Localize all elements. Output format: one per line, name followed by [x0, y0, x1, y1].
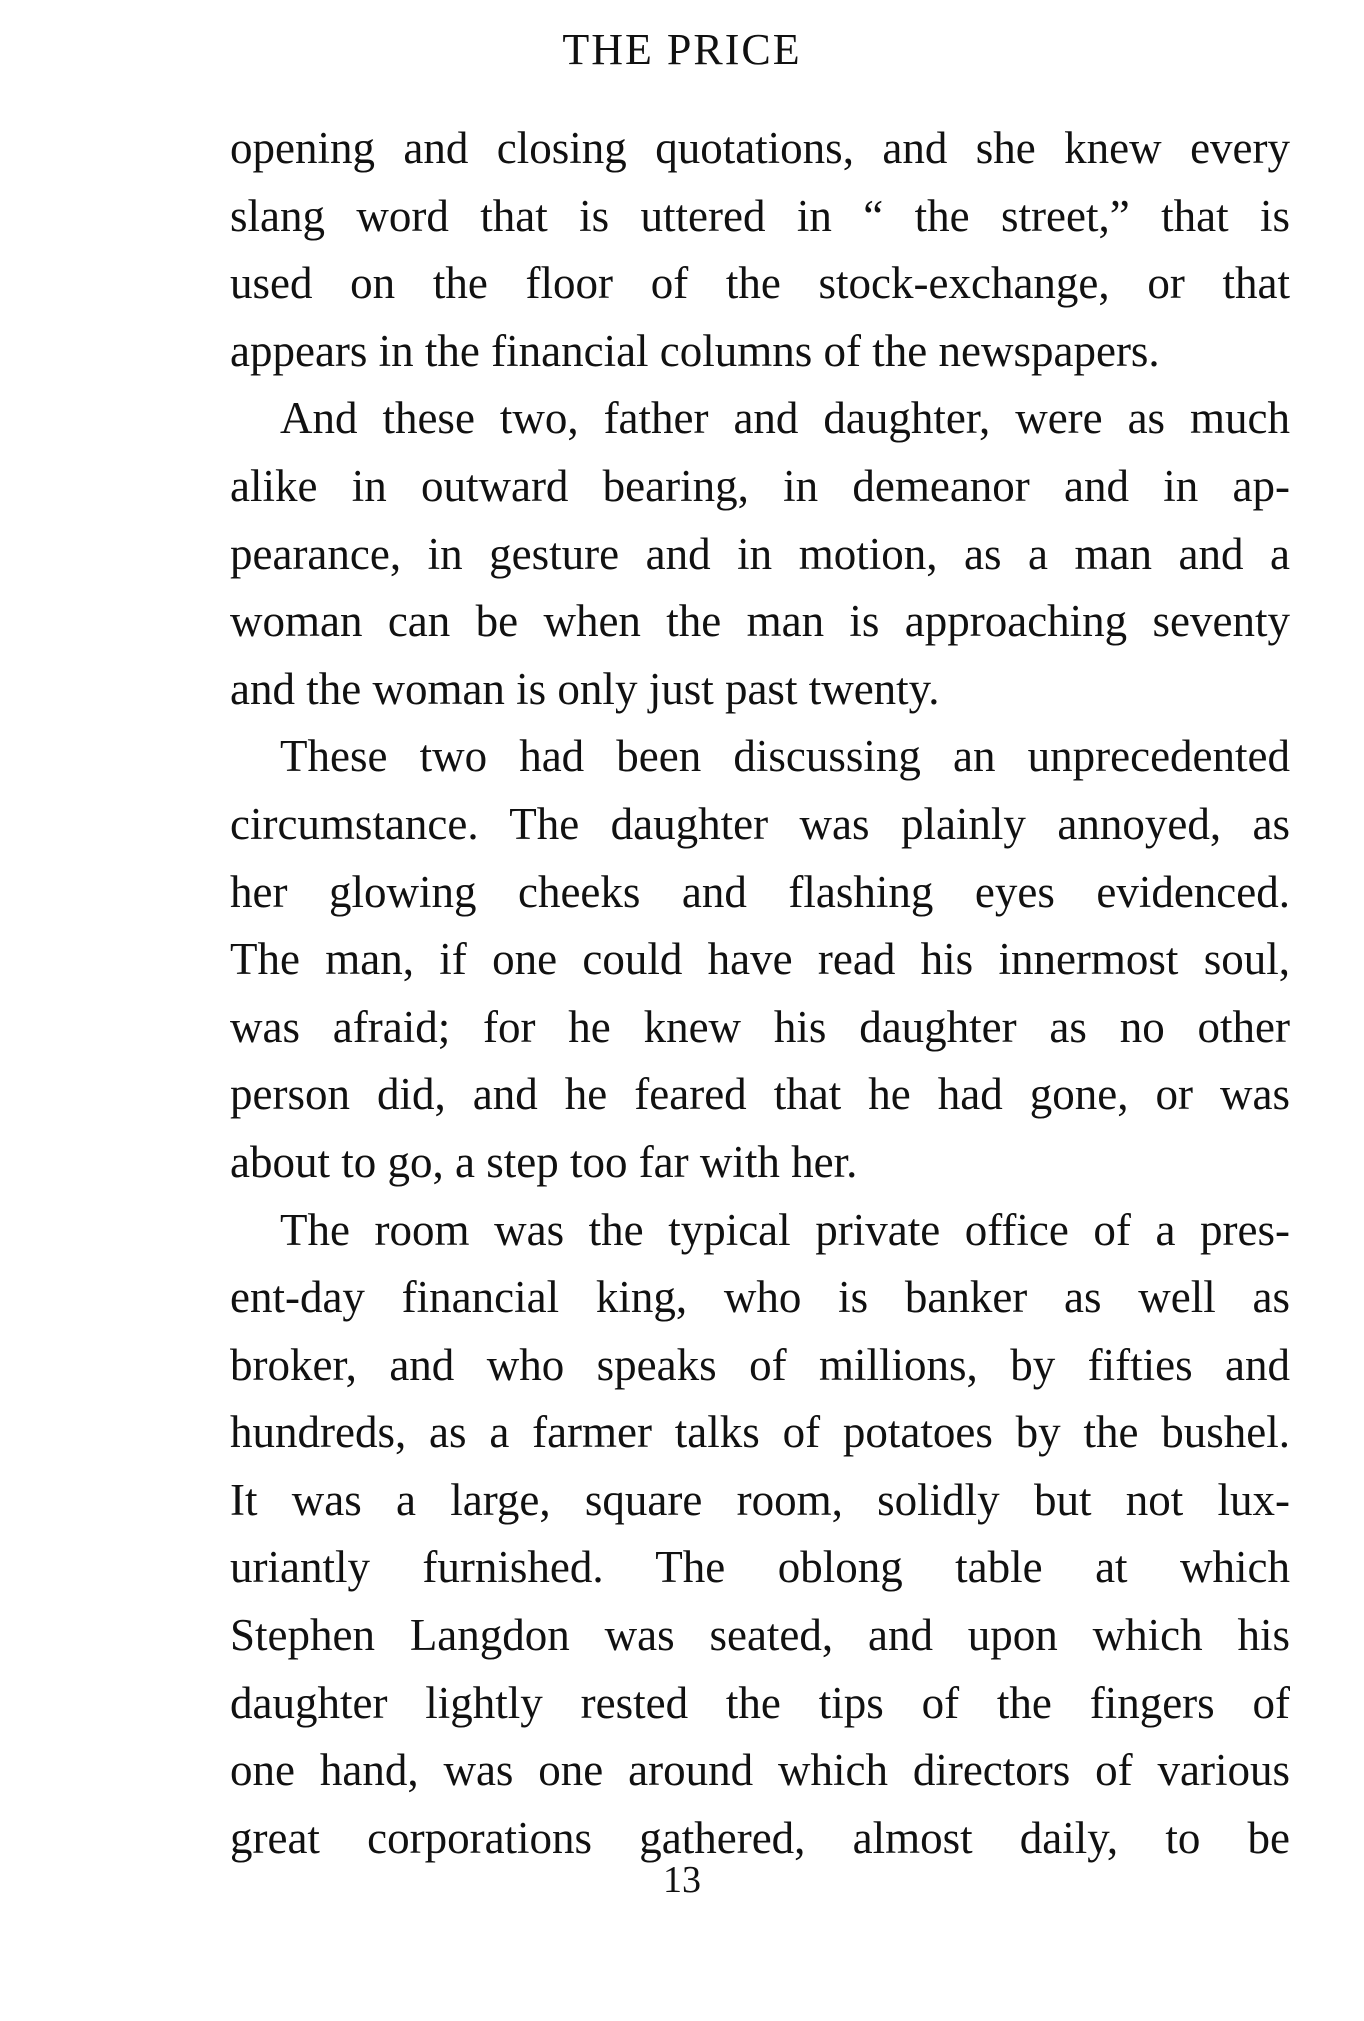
text-line: alike in outward bearing, in demeanor and in ap-	[230, 460, 1290, 511]
text-line: and the woman is only just past twenty.	[230, 663, 940, 714]
text-line: uriantly furnished. The oblong table at which	[230, 1542, 1290, 1593]
text-line: pearance, in gesture and in motion, as a man and a	[230, 528, 1290, 579]
text-line: slang word that is uttered in “ the street,” that is	[230, 190, 1290, 241]
text-line: opening and closing quotations, and she knew every	[230, 123, 1290, 173]
paragraph-first-line: And these two, father and daughter, were as much	[280, 393, 1290, 444]
text-line: about to go, a step too far with her.	[230, 1136, 858, 1187]
body-text	[230, 115, 1290, 1872]
text-line: Stephen Langdon was seated, and upon which his	[230, 1610, 1290, 1661]
text-line: woman can be when the man is approaching seventy	[230, 596, 1290, 647]
text-line: was afraid; for he knew his daughter as no other	[230, 1001, 1290, 1052]
running-head-title: THE PRICE	[562, 25, 802, 74]
text-line: It was a large, square room, solidly but not lux-	[230, 1474, 1290, 1525]
paragraph-first-line: These two had been discussing an unprecedented	[280, 731, 1290, 782]
text-line: used on the floor of the stock-exchange, or that	[230, 258, 1290, 309]
text-line: daughter lightly rested the tips of the fingers of	[230, 1677, 1290, 1728]
text-line: her glowing cheeks and flashing eyes evidenced.	[230, 866, 1290, 917]
text-line: person did, and he feared that he had gone, or was	[230, 1069, 1290, 1120]
text-line: circumstance. The daughter was plainly annoyed, as	[230, 798, 1290, 849]
text-line: hundreds, as a farmer talks of potatoes by the bushel.	[230, 1407, 1290, 1458]
page-number: 13	[663, 1859, 701, 1901]
text-line: broker, and who speaks of millions, by fifties and	[230, 1339, 1290, 1390]
paragraph-first-line: The room was the typical private office of a pres-	[280, 1204, 1290, 1255]
text-line: ent-day financial king, who is banker as well as	[230, 1272, 1290, 1323]
text-line: appears in the financial columns of the newspapers.	[230, 325, 1160, 376]
text-line: one hand, was one around which directors of various	[230, 1745, 1290, 1796]
text-line: great corporations gathered, almost daily, to be	[230, 1812, 1290, 1863]
text-line: The man, if one could have read his innermost soul,	[230, 934, 1290, 985]
